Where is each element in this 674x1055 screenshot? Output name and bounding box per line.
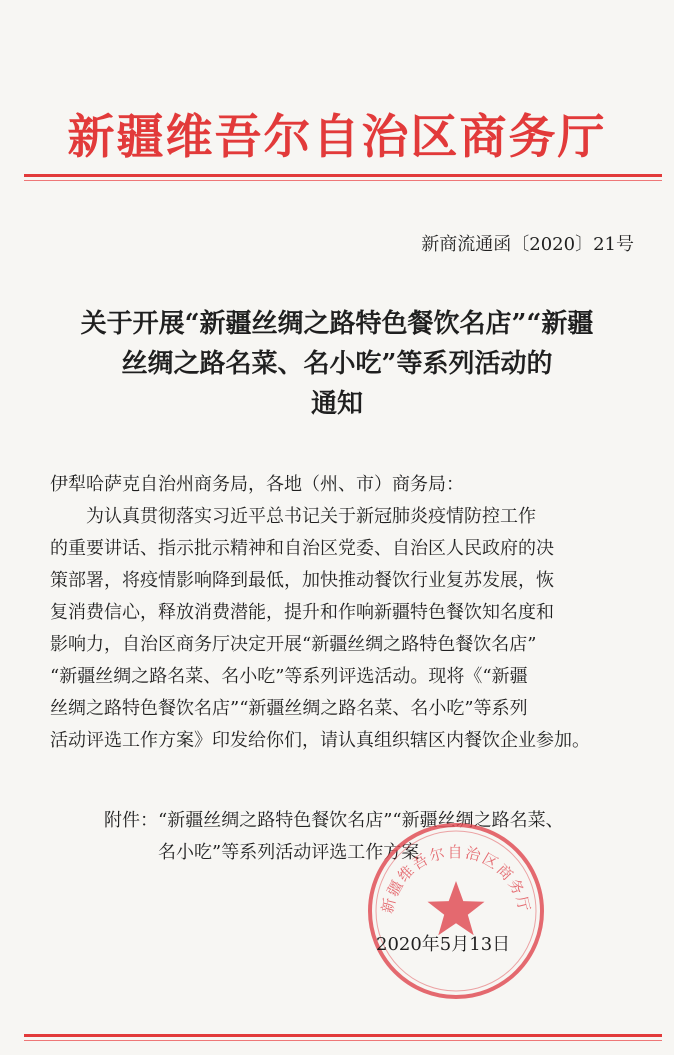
official-seal-icon — [362, 817, 550, 1005]
agency-name-header: 新疆维吾尔自治区商务厅 — [67, 110, 607, 165]
document-number: 新商流通函〔2020〕21号 — [421, 234, 634, 255]
paragraph-line: 的重要讲话、指示批示精神和自治区党委、自治区人民政府的决 — [50, 538, 554, 559]
salutation: 伊犁哈萨克自治州商务局，各地（州、市）商务局： — [50, 474, 464, 495]
issue-date: 2020年5月13日 — [376, 934, 511, 955]
paragraph-line: 策部署，将疫情影响降到最低，加快推动餐饮行业复苏发展，恢 — [50, 570, 554, 591]
header-red-rule — [24, 174, 662, 177]
footer-red-rule-thin — [24, 1040, 662, 1041]
attachment-line: 名小吃”等系列活动评选工作方案 — [158, 842, 420, 863]
paragraph-line: 影响力，自治区商务厅决定开展“新疆丝绸之路特色餐饮名店” — [50, 634, 537, 655]
document-body — [50, 469, 640, 757]
header-red-rule-thin — [24, 180, 662, 181]
paragraph-line: 为认真贯彻落实习近平总书记关于新冠肺炎疫情防控工作 — [86, 506, 536, 527]
paragraph-line: “新疆丝绸之路名菜、名小吃”等系列评选活动。现将《“新疆 — [50, 666, 528, 687]
document-title — [30, 304, 644, 424]
title-line: 通知 — [310, 389, 363, 419]
paragraph-line: 丝绸之路特色餐饮名店”“新疆丝绸之路名菜、名小吃”等系列 — [50, 698, 528, 719]
title-line: 关于开展“新疆丝绸之路特色餐饮名店”“新疆 — [80, 309, 594, 339]
body-paragraph — [50, 501, 640, 757]
title-line: 丝绸之路名菜、名小吃”等系列活动的 — [121, 349, 553, 379]
paragraph-line: 活动评选工作方案》印发给你们，请认真组织辖区内餐饮企业参加。 — [50, 730, 590, 751]
seal-text: 新疆维吾尔自治区商务厅 — [378, 843, 534, 916]
footer-red-rule — [24, 1034, 662, 1037]
attachment-line: 附件：“新疆丝绸之路特色餐饮名店”“新疆丝绸之路名菜、 — [104, 810, 564, 831]
paragraph-line: 复消费信心，释放消费潜能，提升和作响新疆特色餐饮知名度和 — [50, 602, 554, 623]
